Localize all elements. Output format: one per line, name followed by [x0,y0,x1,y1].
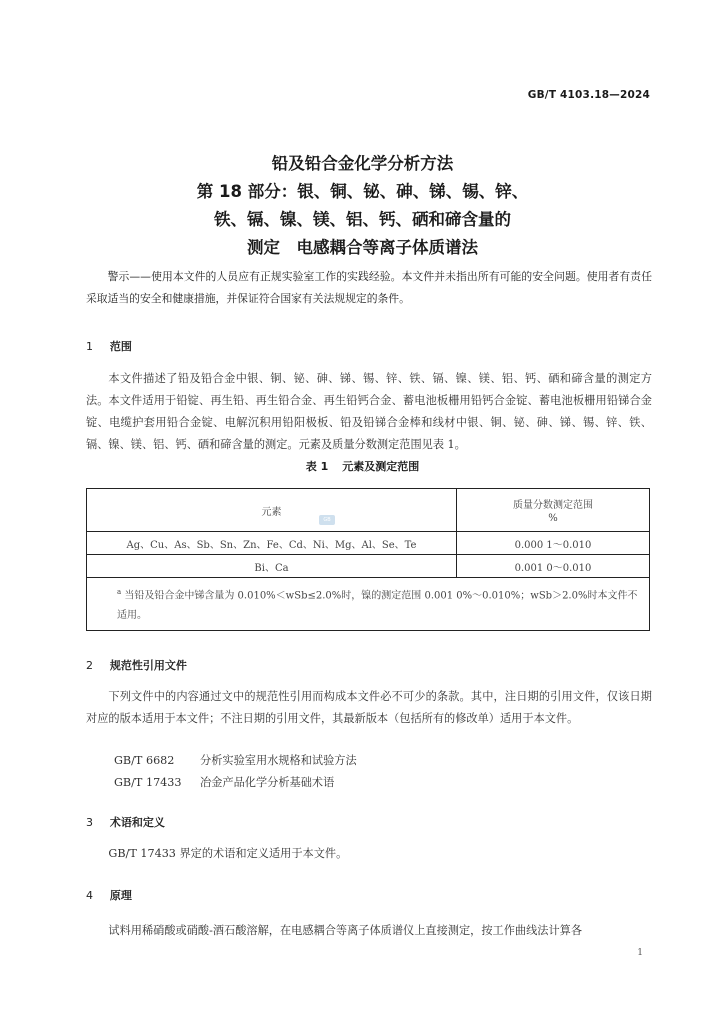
warning-paragraph: 警示——使用本文件的人员应有正规实验室工作的实践经验。本文件并未指出所有可能的安全问题。使用者有责任采取适当的安全和健康措施，并保证符合国家有关法规规定的条件。 [86,270,652,305]
section-3-number: 3 [86,816,93,829]
table-1-title: 元素及测定范围 [342,460,420,473]
section-4-number: 4 [86,889,93,902]
section-1-number: 1 [86,340,93,353]
reference-code: GB/T 6682 [114,754,175,767]
section-1-paragraph-2: 本文件适用于铅锭、再生铅、再生铅合金、再生铅钙合金、蓄电池板栅用铅钙合金锭、蓄电池板栅用铅锑合金锭、电缆护套用铅合金锭、电解沉积用铅阳极板、铅及铅锑合金棒和线材中银、铜、铋、砷、锑、锡、锌、铁、镉、镍、镁、铝、钙、硒和碲含量的测定。元素及质量分数测定范围见表 1。 [86,394,652,451]
table-header-range-label: 质量分数测定范围 [513,500,593,511]
table-header-range-unit: % [548,513,558,524]
section-4-paragraph-1: 试料用稀硝酸或硝酸-酒石酸溶解，在电感耦合等离子体质谱仪上直接测定，按工作曲线法计算各 [108,924,583,937]
footnote-text: 当铅及铅合金中锑含量为 0.010%＜wSb≤2.0%时，镍的测定范围 0.001 0%～0.010%；wSb＞2.0%时本文件不适用。 [117,590,638,622]
table-cell-range: 0.000 1～0.010 [457,532,650,555]
section-2-number: 2 [86,659,93,672]
reference-item [114,774,334,790]
title-line-2: 第 18 部分：银、铜、铋、砷、锑、锡、锌、 [196,182,529,201]
table-header-element: 元素 [87,489,457,532]
section-4-heading [86,887,132,903]
section-1-paragraph-1: 本文件描述了铅及铅合金中银、铜、铋、砷、锑、锡、锌、铁、镉、镍、镁、铝、钙、硒和碲含量的测定方法。 [86,372,652,407]
watermark-logo: GB [319,515,335,525]
title-line-3: 铁、镉、镍、镁、铝、钙、硒和碲含量的 [214,210,511,229]
section-1-title: 范围 [109,340,132,353]
section-2-heading [86,657,187,673]
table-cell-elements: Bi、Ca [87,555,457,578]
reference-code: GB/T 17433 [114,776,182,789]
table-row [87,555,650,578]
reference-name: 冶金产品化学分析基础术语 [200,776,335,789]
table-cell-range: 0.001 0～0.010 [457,555,650,578]
section-2-paragraph-1: 下列文件中的内容通过文中的规范性引用而构成本文件必不可少的条款。其中，注日期的引用文件，仅该日期对应的版本适用于本文件；不注日期的引用文件，其最新版本（包括所有的修改单）适用于本文件。 [86,690,652,725]
title-line-4: 测定 电感耦合等离子体质谱法 [247,238,478,257]
section-3-title: 术语和定义 [109,816,165,829]
reference-item [114,752,357,768]
table-cell-elements: Ag、Cu、As、Sb、Sn、Zn、Fe、Cd、Ni、Mg、Al、Se、Te [87,532,457,555]
section-4-title: 原理 [109,889,132,902]
table-footnote [87,578,650,631]
table-1-caption [0,458,725,474]
title-line-1: 铅及铅合金化学分析方法 [271,154,454,173]
section-3-paragraph-1: GB/T 17433 界定的术语和定义适用于本文件。 [108,847,348,860]
table-row [87,532,650,555]
section-2-title: 规范性引用文件 [109,659,187,672]
section-1-heading [86,338,132,354]
standard-code: GB/T 4103.18—2024 [527,89,650,101]
section-3-heading [86,814,165,830]
footnote-mark: a [117,588,122,596]
table-header-range [457,489,650,532]
page-number: 1 [637,948,643,958]
table-1-number: 表 1 [305,460,329,473]
elements-table [86,488,650,631]
document-title [0,150,725,262]
reference-name: 分析实验室用水规格和试验方法 [200,754,357,767]
